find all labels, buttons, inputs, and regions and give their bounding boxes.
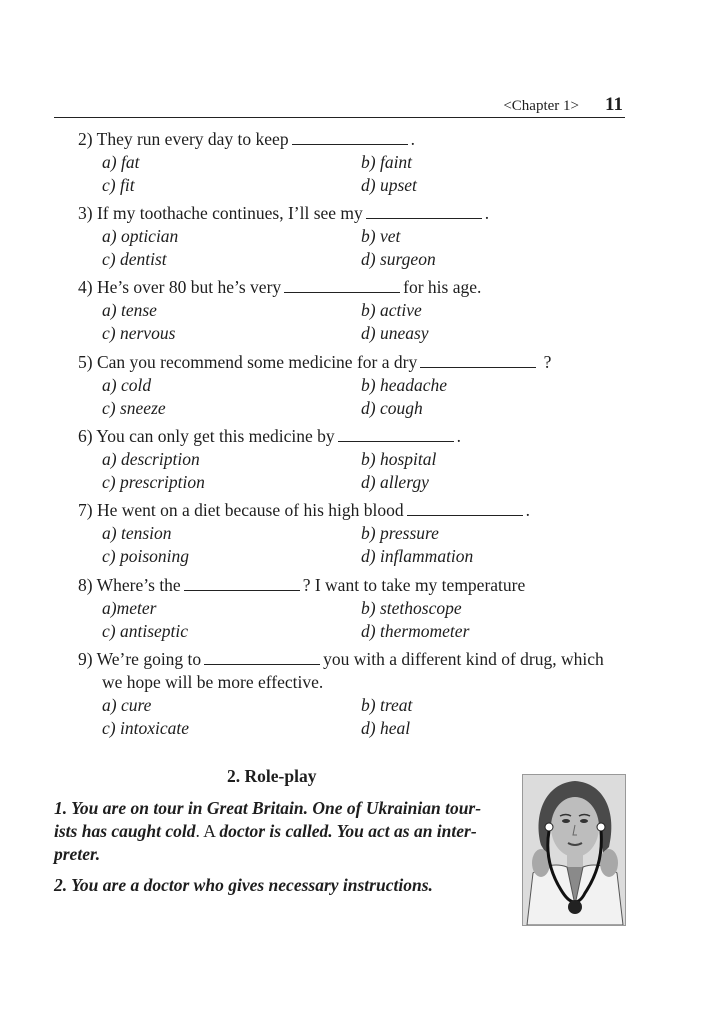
option-b: b) active <box>361 300 422 320</box>
question-text-end: you with a different kind of drug, which <box>323 649 604 669</box>
answer-blank <box>292 131 408 145</box>
answer-blank <box>284 279 400 293</box>
option-d: d) inflammation <box>361 546 474 566</box>
question-7 <box>78 499 638 568</box>
option-b: b) stethoscope <box>361 598 462 618</box>
option-c: c) intoxicate <box>102 718 189 738</box>
option-b: b) faint <box>361 152 413 172</box>
task-line: preter. <box>54 844 101 864</box>
question-8 <box>78 574 638 643</box>
task-line-plain: . A <box>195 821 220 841</box>
question-text: 4) He’s over 80 but he’s very <box>78 277 282 297</box>
doctor-illustration-svg <box>523 775 625 925</box>
answer-blank <box>366 205 482 219</box>
option-b: b) treat <box>361 695 413 715</box>
option-a: a) description <box>102 449 200 469</box>
task-line: doctor is called. You act as an inter- <box>219 821 477 841</box>
question-continuation: we hope will be more effective. <box>102 672 324 692</box>
option-d: d) cough <box>361 398 423 418</box>
roleplay-task-1 <box>54 797 504 866</box>
question-text: 5) Can you recommend some medicine for a dry <box>78 352 418 372</box>
option-c: c) nervous <box>102 323 176 343</box>
option-a: a) tense <box>102 300 157 320</box>
question-text: 9) We’re going to <box>78 649 202 669</box>
question-9 <box>78 648 638 740</box>
roleplay-task-2: 2. You are a doctor who gives necessary instructions. <box>54 875 433 895</box>
option-c: c) sneeze <box>102 398 166 418</box>
question-text: 8) Where’s the <box>78 575 181 595</box>
option-d: d) allergy <box>361 472 429 492</box>
question-3 <box>78 202 638 271</box>
answer-blank <box>204 651 320 665</box>
question-2 <box>78 128 638 197</box>
option-d: d) uneasy <box>361 323 429 343</box>
section-title: 2. Role-play <box>227 766 317 786</box>
question-6 <box>78 425 638 494</box>
answer-blank <box>338 428 454 442</box>
option-c: c) poisoning <box>102 546 190 566</box>
doctor-illustration <box>522 774 626 926</box>
option-a: a) cure <box>102 695 152 715</box>
page-number: 11 <box>605 94 623 115</box>
option-d: d) thermometer <box>361 621 470 641</box>
header-rule <box>54 117 625 118</box>
option-a: a) fat <box>102 152 140 172</box>
question-text-end: . <box>484 203 490 223</box>
question-text: 2) They run every day to keep <box>78 129 289 149</box>
option-b: b) headache <box>361 375 448 395</box>
option-c: c) dentist <box>102 249 167 269</box>
answer-blank <box>420 354 536 368</box>
option-c: c) fit <box>102 175 135 195</box>
question-text-end: . <box>525 500 530 520</box>
option-b: b) vet <box>361 226 401 246</box>
option-b: b) pressure <box>361 523 439 543</box>
option-c: c) antiseptic <box>102 621 189 641</box>
question-text: 6) You can only get this medicine by <box>78 426 335 446</box>
question-text-end: for his age. <box>403 277 482 297</box>
question-text-end: . <box>456 426 462 446</box>
option-a: a) optician <box>102 226 179 246</box>
question-4 <box>78 276 638 345</box>
option-a: a) cold <box>102 375 152 395</box>
chapter-label: <Chapter 1> <box>503 98 579 114</box>
task-line: 1. You are on tour in Great Britain. One of Ukrainian tour- <box>54 798 482 818</box>
answer-blank <box>407 502 523 516</box>
option-d: d) upset <box>361 175 417 195</box>
option-a: a)meter <box>102 598 157 618</box>
task-line: ists has caught cold <box>54 821 196 841</box>
question-text-end: . <box>410 129 415 149</box>
question-text-end: ? <box>543 352 552 372</box>
option-b: b) hospital <box>361 449 437 469</box>
answer-blank <box>184 577 300 591</box>
option-d: d) heal <box>361 718 411 738</box>
question-text-end: ? I want to take my temperature <box>302 575 526 595</box>
option-d: d) surgeon <box>361 249 436 269</box>
question-5 <box>78 351 638 420</box>
question-text: 7) He went on a diet because of his high blood <box>78 500 404 520</box>
page-header <box>54 94 625 116</box>
option-c: c) prescription <box>102 472 205 492</box>
option-a: a) tension <box>102 523 172 543</box>
question-text: 3) If my toothache continues, I’ll see my <box>78 203 363 223</box>
